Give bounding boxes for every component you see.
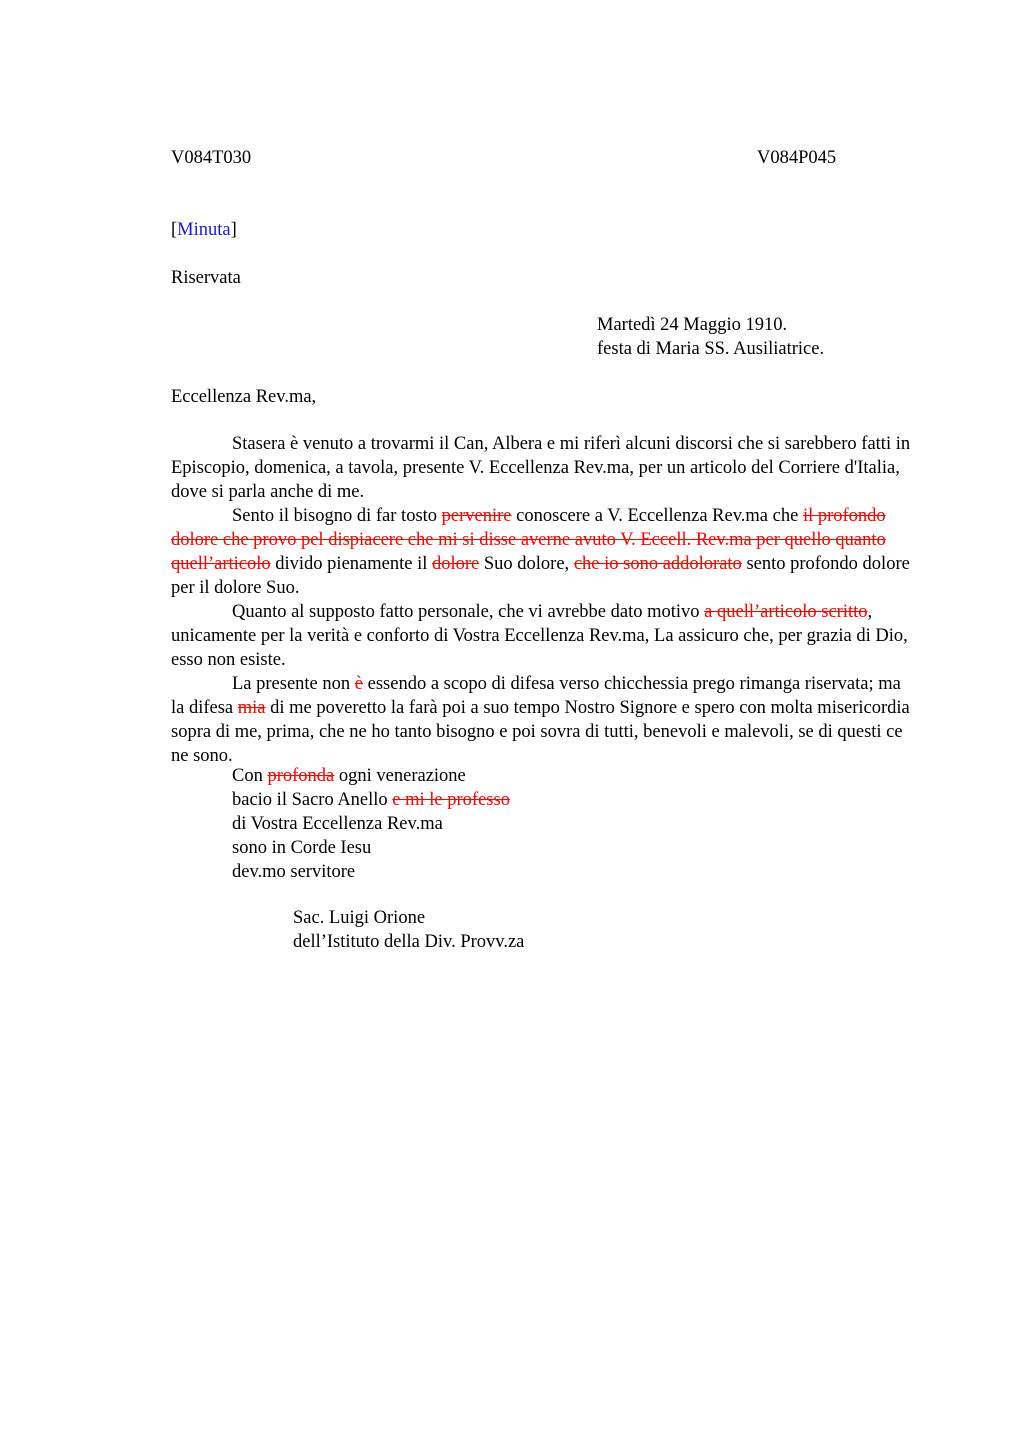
minuta-word: Minuta — [177, 220, 231, 240]
date-line: Martedì 24 Maggio 1910. — [597, 315, 788, 335]
bracket-close: ] — [230, 220, 237, 240]
closing-block — [232, 764, 510, 884]
paragraph — [171, 600, 916, 672]
text-run: ogni venerazione — [334, 766, 466, 786]
text-run: di me poveretto la farà poi a suo tempo Nostro Signore e spero con molta misericordia sopra di me, prima, che ne ho tanto bisogno e poi sovra di tutti, benevoli e malevoli, se di questi ce ne sono. — [171, 698, 910, 766]
signature-block — [293, 906, 524, 954]
deleted-text: pervenire — [441, 506, 512, 526]
bracket-open: [ — [171, 220, 178, 240]
deleted-text: è — [354, 674, 363, 694]
text-run: Stasera è venuto a trovarmi il Can, Albera e mi riferì alcuni discorsi che si sarebbero fatti in Episcopio, domenica, a tavola, presente V. Eccellenza Rev.ma, per un articolo del Corriere d'Italia, dove si parla anche di me. — [171, 434, 911, 502]
closing-line — [232, 764, 510, 788]
text-run: bacio il Sacro Anello — [232, 790, 393, 810]
minuta-label — [171, 218, 237, 242]
text-run: sento profondo dolore per il dolore Suo. — [171, 554, 910, 598]
archive-code-right: V084P045 — [757, 148, 837, 168]
text-run: La presente non — [232, 674, 355, 694]
archive-code-left: V084T030 — [171, 148, 252, 168]
closing-line — [232, 788, 510, 812]
text-run: essendo a scopo di difesa verso chicchessia prego rimanga riservata; ma la difesa — [171, 674, 901, 718]
text-run: conoscere a V. Eccellenza Rev.ma che — [511, 506, 803, 526]
closing-line — [232, 860, 510, 884]
salutation: Eccellenza Rev.ma, — [171, 387, 317, 407]
text-run: sono in Corde Iesu — [232, 838, 372, 858]
text-run: di Vostra Eccellenza Rev.ma — [232, 814, 443, 834]
paragraph — [171, 504, 916, 600]
closing-line — [232, 836, 510, 860]
paragraph — [171, 432, 916, 504]
riservata-label: Riservata — [171, 268, 241, 288]
text-run: Suo dolore, — [479, 554, 574, 574]
deleted-text: mia — [237, 698, 266, 718]
deleted-text: che io sono addolorato — [573, 554, 742, 574]
text-run: Con — [232, 766, 268, 786]
text-run: divido pienamente il — [270, 554, 432, 574]
signature-name: Sac. Luigi Orione — [293, 908, 426, 928]
deleted-text: e mi le professo — [392, 790, 510, 810]
text-run: dev.mo servitore — [232, 862, 356, 882]
deleted-text: a quell’articolo scritto — [704, 602, 868, 622]
deleted-text: profonda — [267, 766, 335, 786]
feast-line: festa di Maria SS. Ausiliatrice. — [597, 339, 825, 359]
letter-body — [171, 432, 916, 768]
deleted-text: il profondo dolore che provo pel dispiacere che mi si disse averne avuto V. Eccell. Rev.ma per quello quanto quell’articolo — [171, 506, 886, 574]
text-run: Quanto al supposto fatto personale, che vi avrebbe dato motivo — [232, 602, 705, 622]
closing-line — [232, 812, 510, 836]
text-run: Sento il bisogno di far tosto — [232, 506, 442, 526]
signature-institute: dell’Istituto della Div. Provv.za — [293, 932, 525, 952]
text-run: , unicamente per la verità e conforto di Vostra Eccellenza Rev.ma, La assicuro che, per grazia di Dio, esso non esiste. — [171, 602, 908, 670]
paragraph — [171, 672, 916, 768]
deleted-text: dolore — [431, 554, 480, 574]
